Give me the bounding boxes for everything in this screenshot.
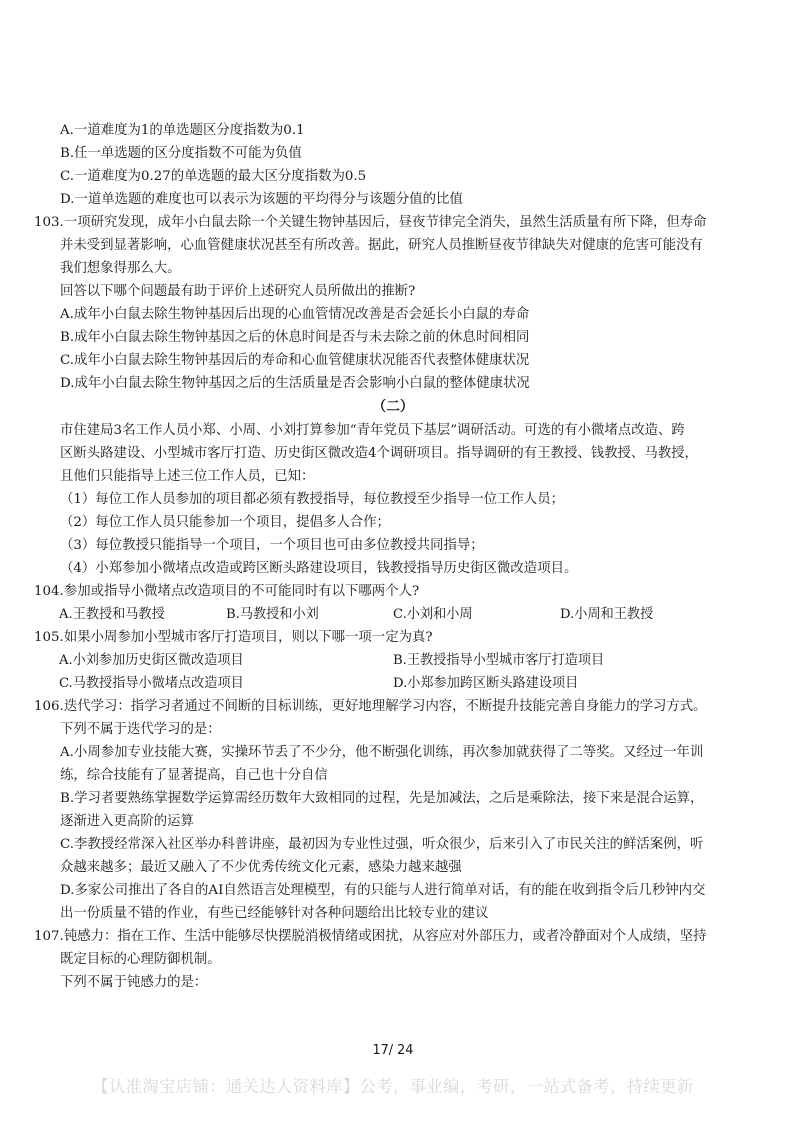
- q103-option-b: B.成年小白鼠去除生物钟基因之后的休息时间是否与未去除之前的休息时间相同: [60, 330, 530, 345]
- q103-option-d: D.成年小白鼠去除生物钟基因之后的生活质量是否会影响小白鼠的整体健康状况: [60, 376, 530, 391]
- q103-option-c: C.成年小白鼠去除生物钟基因后的寿命和心血管健康状况能否代表整体健康状况: [60, 353, 530, 368]
- q103-stem-line-3: 我们想象得那么大。: [60, 261, 181, 276]
- q107-question: 下列不属于钝感力的是：: [60, 975, 208, 990]
- q106-option-d-line-2: 出一份质量不错的作业，有些已经能够针对各种问题给出比较专业的建议: [60, 906, 489, 921]
- q106-question: 下列不属于迭代学习的是：: [60, 722, 221, 737]
- q105-option-b: B.王教授指导小型城市客厅打造项目: [393, 653, 605, 668]
- section-title: （二）: [372, 399, 414, 415]
- material-intro-line-2: 区断头路建设、小型城市客厅打造、历史街区微改造4个调研项目。指导调研的有王教授、钱教授、马教授，: [60, 446, 698, 461]
- q106-option-c-line-2: 众越来越多；最近又融入了不少优秀传统文化元素，感染力越来越强: [60, 860, 462, 875]
- q105-options-row-2: [0, 673, 786, 695]
- q104-option-b: B.马教授和小刘: [225, 607, 319, 622]
- q106-option-b-line-1: B.学习者要熟练掌握数学运算需经历数年大致相同的过程，先是加减法，之后是乘除法，接下来是混合运算，: [60, 791, 704, 806]
- q103-stem-line-2: 并未受到显著影响，心血管健康状况甚至有所改善。据此，研究人员推断昼夜节律缺失对健康的危害可能没有: [60, 238, 703, 253]
- page-number: 17/ 24: [372, 1043, 414, 1058]
- q102-option-b: B.任一单选题的区分度指数不可能为负值: [60, 146, 302, 161]
- q103-option-a: A.成年小白鼠去除生物钟基因后出现的心血管情况改善是否会延长小白鼠的寿命: [60, 307, 530, 322]
- q103-stem-line-1: 103.一项研究发现，成年小白鼠去除一个关键生物钟基因后，昼夜节律完全消失，虽然生活质量有所下降，但寿命: [34, 215, 707, 230]
- q105-option-a: A.小刘参加历史街区微改造项目: [58, 653, 244, 668]
- q105-options-row-1: [0, 650, 786, 672]
- q104-option-c: C.小刘和小周: [393, 607, 473, 622]
- q103-question: 回答以下哪个问题最有助于评价上述研究人员所做出的推断?: [60, 284, 416, 299]
- q105-option-c: C.马教授指导小微堵点改造项目: [58, 676, 244, 691]
- material-condition-3: （3）每位教授只能指导一个项目，一个项目也可由多位教授共同指导；: [60, 538, 484, 553]
- material-condition-1: （1）每位工作人员参加的项目都必须有教授指导，每位教授至少指导一位工作人员；: [60, 492, 564, 507]
- q102-option-a: A.一道难度为1的单选题区分度指数为0.1: [60, 123, 305, 138]
- q104-option-d: D.小周和王教授: [560, 607, 654, 622]
- q102-option-d: D.一道单选题的难度也可以表示为该题的平均得分与该题分值的比值: [60, 192, 463, 207]
- q105-option-d: D.小郑参加跨区断头路建设项目: [393, 676, 579, 691]
- material-intro-line-3: 且他们只能指导上述三位工作人员，已知：: [60, 469, 315, 484]
- material-condition-2: （2）每位工作人员只能参加一个项目，提倡多人合作；: [60, 515, 390, 530]
- q106-option-b-line-2: 逐渐进入更高阶的运算: [60, 814, 194, 829]
- q107-stem-line-2: 既定目标的心理防御机制。: [60, 952, 221, 967]
- material-intro-line-1: 市住建局3名工作人员小郑、小周、小刘打算参加“青年党员下基层”调研活动。可选的有小微堵点改造、跨: [60, 423, 685, 438]
- q104-stem: 104.参加或指导小微堵点改造项目的不可能同时有以下哪两个人?: [34, 584, 420, 599]
- q104-options: [0, 604, 786, 626]
- q102-option-c: C.一道难度为0.27的单选题的最大区分度指数为0.5: [60, 169, 367, 184]
- q107-stem-line-1: 107.钝感力：指在工作、生活中能够尽快摆脱消极情绪或困扰，从容应对外部压力，或者冷静面对个人成绩，坚持: [34, 929, 707, 944]
- q105-stem: 105.如果小周参加小型城市客厅打造项目，则以下哪一项一定为真?: [34, 630, 433, 645]
- q106-option-c-line-1: C.李教授经常深入社区举办科普讲座，最初因为专业性过强，听众很少，后来引入了市民关注的鲜活案例，听: [60, 837, 704, 852]
- watermark: 【认准淘宝店铺：通关达人资料库】公考，事业编，考研，一站式备考，持续更新: [92, 1077, 694, 1096]
- q106-option-a-line-2: 练，综合技能有了显著提高，自己也十分自信: [60, 768, 328, 783]
- material-condition-4: （4）小郑参加小微堵点改造或跨区断头路建设项目，钱教授指导历史街区微改造项目。: [60, 561, 578, 576]
- q104-option-a: A.王教授和马教授: [58, 607, 165, 622]
- q106-option-a-line-1: A.小周参加专业技能大赛，实操环节丢了不少分，他不断强化训练，再次参加就获得了二等奖。又经过一年训: [60, 745, 704, 760]
- q106-option-d-line-1: D.多家公司推出了各自的AI自然语言处理模型，有的只能与人进行简单对话，有的能在收到指令后几秒钟内交: [60, 883, 706, 898]
- q106-stem: 106.迭代学习：指学习者通过不间断的目标训练，更好地理解学习内容，不断提升技能完善自身能力的学习方式。: [34, 699, 707, 714]
